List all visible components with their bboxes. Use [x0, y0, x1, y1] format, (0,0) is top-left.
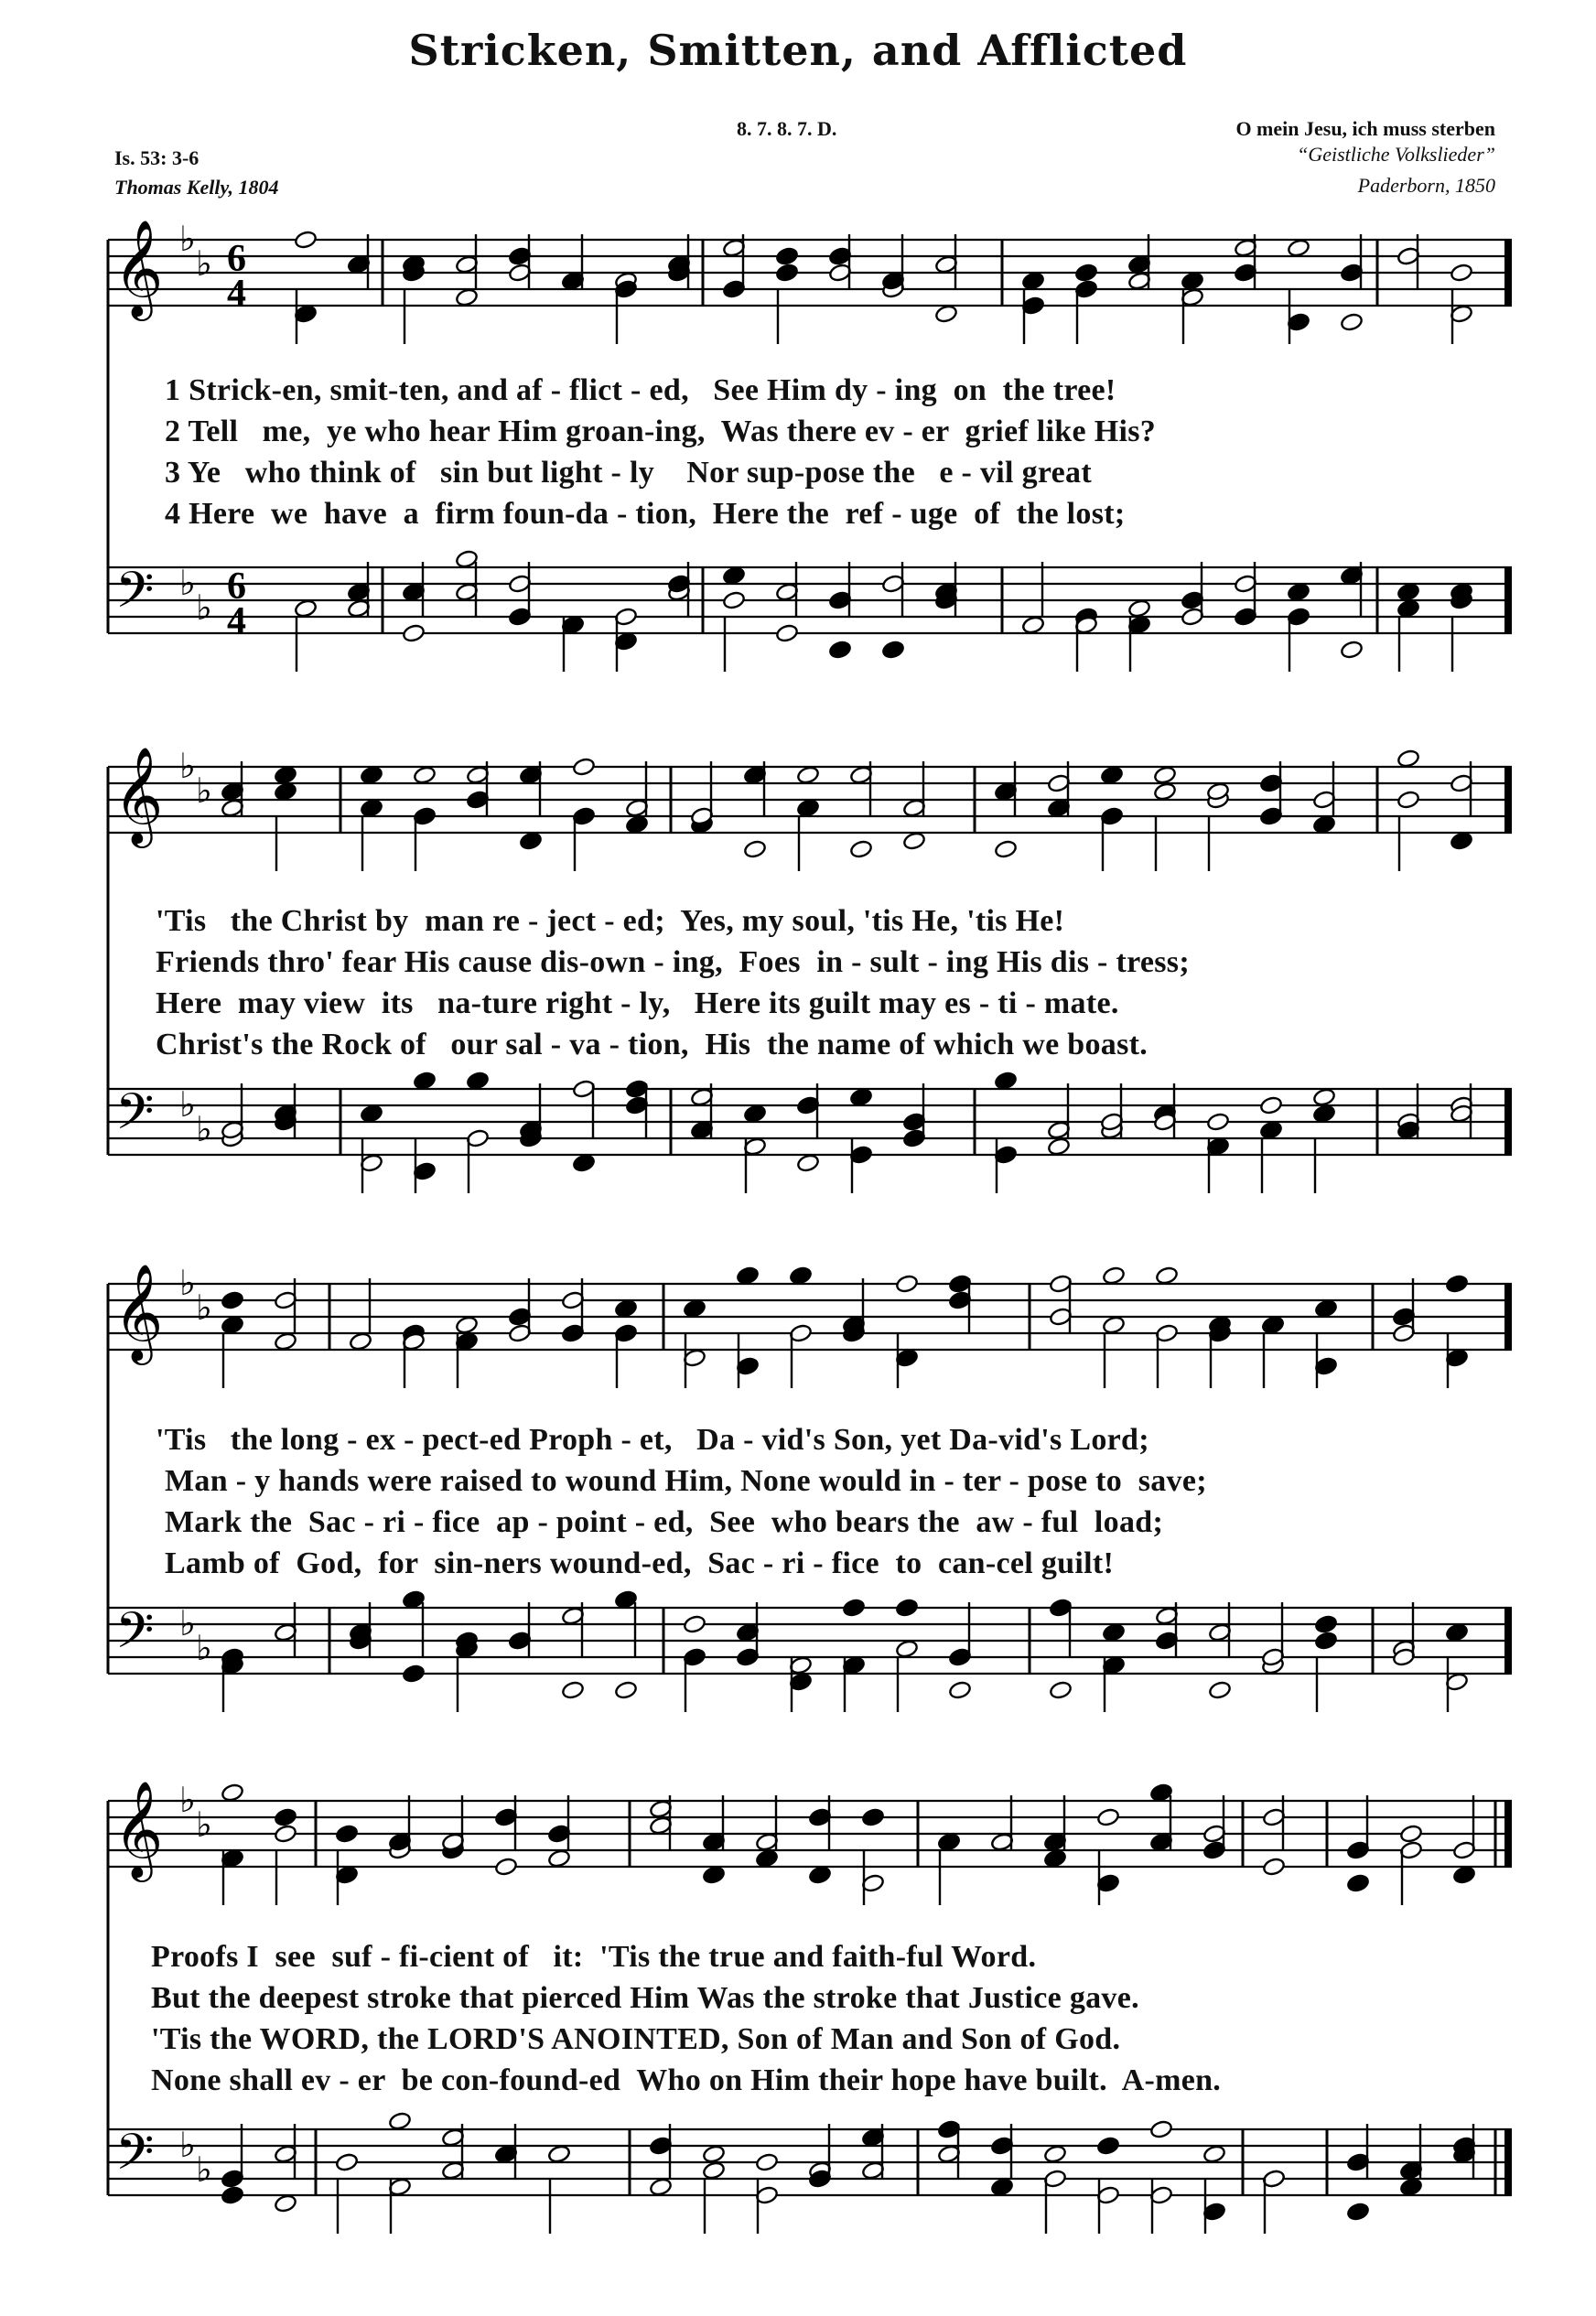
- tune-name: O mein Jesu, ich muss sterben: [1235, 117, 1495, 140]
- note-head: [274, 1807, 297, 1827]
- note-head: [1096, 2136, 1120, 2156]
- flat-icon: ♭: [179, 2125, 196, 2165]
- flat-icon: ♭: [196, 2149, 212, 2190]
- lyric-line: 1 Strick-en, smit-ten, and af - flict - ed, See Him dy - ing on the tree!: [165, 373, 1116, 407]
- hymn-title: Stricken, Smitten, and Afflicted: [408, 26, 1188, 75]
- lyric-line: Proofs I see suf - fi-cient of it: 'Tis the true and faith-ful Word.: [151, 1940, 1037, 1974]
- note-head: [808, 1865, 832, 1885]
- note-head: [1346, 2202, 1370, 2222]
- note-head: [1262, 1857, 1286, 1877]
- note-head: [494, 1857, 518, 1877]
- time-signature-bottom: 4: [227, 273, 246, 315]
- flat-icon: ♭: [179, 1780, 196, 1820]
- lyric-line: 3 Ye who think of sin but light - ly Nor sup-pose the e - vil great: [165, 456, 1092, 490]
- lyric-line: 'Tis the Christ by man re - ject - ed; Yes, my soul, 'tis He, 'tis He!: [156, 904, 1065, 938]
- flat-icon: ♭: [179, 1084, 196, 1125]
- flat-icon: ♭: [196, 770, 212, 811]
- flat-icon: ♭: [179, 563, 196, 603]
- note-head: [755, 1848, 779, 1869]
- note-head: [1096, 1807, 1120, 1827]
- note-head: [221, 1783, 244, 1803]
- note-head: [1149, 2119, 1173, 2139]
- flat-icon: ♭: [196, 1109, 212, 1149]
- lyric-line: But the deepest stroke that pierced Him Was the stroke that Justice gave.: [151, 1981, 1139, 2015]
- note-head: [274, 2193, 297, 2214]
- flat-icon: ♭: [179, 746, 196, 786]
- author: Thomas Kelly, 1804: [114, 176, 279, 199]
- note-head: [990, 2177, 1014, 2197]
- note-head: [1399, 1824, 1423, 1844]
- lyric-line: 'Tis the long - ex - pect-ed Proph - et, Da - vid's Son, yet Da-vid's Lord;: [156, 1423, 1149, 1457]
- lyric-line: Christ's the Rock of our sal - va - tion, His the name of which we boast.: [156, 1028, 1148, 1061]
- note-head: [1452, 1865, 1476, 1885]
- flat-icon: ♭: [196, 1628, 212, 1668]
- note-head: [547, 2144, 571, 2164]
- scripture-reference: Is. 53: 3-6: [114, 146, 200, 169]
- note-head: [1399, 2177, 1423, 2197]
- note-head: [388, 2111, 412, 2131]
- lyric-line: Here may view its na-ture right - ly, Here its guilt may es - ti - mate.: [156, 986, 1119, 1020]
- note-head: [755, 2152, 779, 2172]
- composer-place: Paderborn, 1850: [1357, 174, 1495, 197]
- lyric-line: 4 Here we have a firm foun-da - tion, Here the ref - uge of the lost;: [165, 497, 1126, 531]
- lyric-line: None shall ev - er be con-found-ed Who on Him their hope have built. A-men.: [151, 2063, 1222, 2097]
- flat-icon: ♭: [179, 1603, 196, 1643]
- flat-icon: ♭: [196, 1287, 212, 1328]
- note-head: [547, 1848, 571, 1869]
- note-head: [937, 1832, 961, 1852]
- lyric-line: 'Tis the WORD, the LORD'S ANOINTED, Son of Man and Son of God.: [151, 2022, 1121, 2056]
- note-head: [702, 2144, 726, 2164]
- note-head: [221, 2185, 244, 2205]
- time-signature-bottom: 4: [227, 600, 246, 642]
- flat-icon: ♭: [196, 587, 212, 628]
- treble-clef-icon: 𝄞: [113, 746, 164, 844]
- treble-clef-icon: 𝄞: [113, 219, 164, 317]
- meter: 8. 7. 8. 7. D.: [737, 117, 837, 140]
- note-head: [702, 2160, 726, 2181]
- lyric-line: 2 Tell me, ye who hear Him groan-ing, Was there ev - er grief like His?: [165, 415, 1157, 448]
- lyric-line: Lamb of God, for sin-ners wound-ed, Sac - ri - fice to can-cel guilt!: [165, 1546, 1115, 1580]
- note-head: [274, 1824, 297, 1844]
- note-head: [1346, 1873, 1370, 1893]
- note-head: [1043, 2144, 1067, 2164]
- flat-icon: ♭: [179, 219, 196, 259]
- note-head: [861, 1807, 885, 1827]
- note-head: [649, 2177, 673, 2197]
- lyric-line: Man - y hands were raised to wound Him, None would in - ter - pose to save;: [165, 1464, 1207, 1498]
- note-head: [702, 1865, 726, 1885]
- time-signature-top: 6: [227, 566, 246, 608]
- bass-clef-icon: 𝄢: [115, 1601, 155, 1672]
- treble-clef-icon: 𝄞: [113, 1780, 164, 1878]
- bass-clef-icon: 𝄢: [115, 2123, 155, 2193]
- note-head: [1202, 2144, 1226, 2164]
- flat-icon: ♭: [196, 243, 212, 284]
- bass-clef-icon: 𝄢: [115, 1083, 155, 1153]
- note-head: [335, 1824, 359, 1844]
- treble-clef-icon: 𝄞: [113, 1263, 164, 1361]
- note-head: [1043, 1848, 1067, 1869]
- tune-source: “Geistliche Volkslieder”: [1297, 143, 1495, 166]
- note-head: [335, 2152, 359, 2172]
- lyric-line: Friends thro' fear His cause dis-own - ing, Foes in - sult - ing His dis - tress;: [156, 945, 1190, 979]
- flat-icon: ♭: [179, 1263, 196, 1303]
- time-signature-top: 6: [227, 238, 246, 280]
- lyric-line: Mark the Sac - ri - fice ap - point - ed, See who bears the aw - ful load;: [165, 1505, 1164, 1539]
- bass-clef-icon: 𝄢: [115, 561, 155, 631]
- flat-icon: ♭: [196, 1804, 212, 1845]
